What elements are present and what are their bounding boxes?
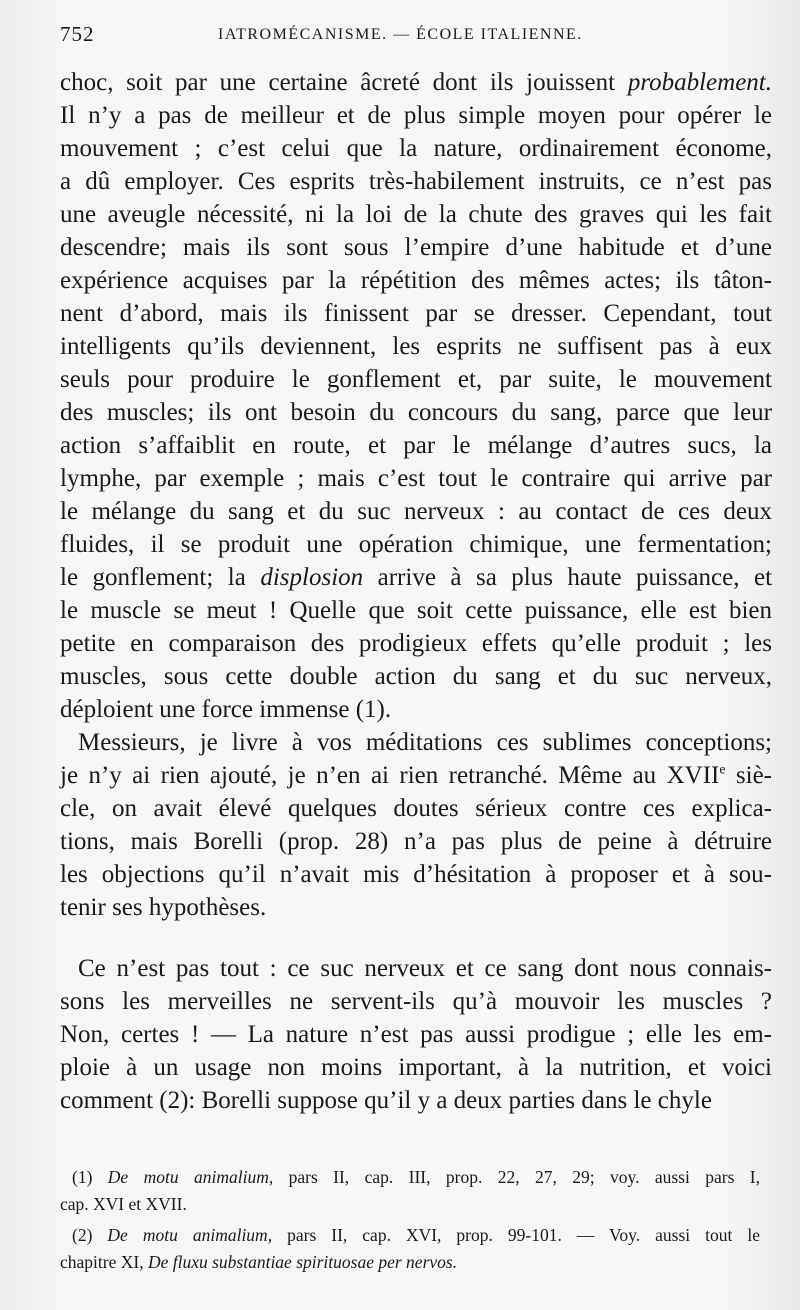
footnote-2: (2) De motu animalium, pars II, cap. XVI, prop. 99-101. — Voy. aussi tout le xyxy=(72,1225,761,1245)
footnote-marker: (2) xyxy=(72,1225,93,1245)
page-header xyxy=(60,20,760,54)
text-line: mouvement ; c’est celui que la nature, ordinairement économe, xyxy=(60,135,772,162)
text-line: les objections qu’il n’avait mis d’hésitation à proposer et à sou- xyxy=(60,861,772,888)
text-line: a dû employer. Ces esprits très-habilement instruits, ce n’est pas xyxy=(60,168,772,195)
footnote-1-continued: cap. XVI et XVII. xyxy=(60,1194,187,1214)
text-line: comment (2): Borelli suppose qu’il y a deux parties dans le chyle xyxy=(60,1087,712,1114)
text-line: une aveugle nécessité, ni la loi de la chute des graves qui les fait xyxy=(60,201,772,228)
footnote-2-continued: chapitre XI, De fluxu substantiae spirituosae per nervos. xyxy=(60,1252,458,1272)
text-line: déploient une force immense (1). xyxy=(60,696,392,723)
footnote-title: De fluxu substantiae spirituosae per nervos. xyxy=(147,1252,458,1272)
text-line: des muscles; ils ont besoin du concours du sang, parce que leur xyxy=(60,399,772,426)
text-line: expérience acquises par la répétition des mêmes actes; ils tâton- xyxy=(60,267,772,294)
text-line: tions, mais Borelli (prop. 28) n’a pas plus de peine à détruire xyxy=(60,828,772,855)
footnotes xyxy=(60,1164,760,1276)
text-line: Ce n’est pas tout : ce suc nerveux et ce sang dont nous connais- xyxy=(78,955,772,982)
text-line: muscles, sous cette double action du sang et du suc nerveux, xyxy=(60,663,772,690)
text-line: nent d’abord, mais ils finissent par se dresser. Cependant, tout xyxy=(60,300,772,327)
text-line: petite en comparaison des prodigieux effets qu’elle produit ; les xyxy=(60,630,772,657)
text-line: intelligents qu’ils deviennent, les esprits ne suffisent pas à eux xyxy=(60,333,772,360)
paragraph xyxy=(60,66,772,726)
italic-word: probablement. xyxy=(627,69,773,96)
text-line: je n’y ai rien ajouté, je n’en ai rien retranché. Même au XVIIe siè- xyxy=(60,761,773,789)
body-text xyxy=(60,66,772,1117)
text-line: le mélange du sang et du suc nerveux : au contact de ces deux xyxy=(60,498,772,525)
footnote-title: De motu animalium, xyxy=(107,1225,273,1245)
century-numeral: XVII xyxy=(666,762,720,789)
text-line: Il n’y a pas de meilleur et de plus simple moyen pour opérer le xyxy=(60,102,772,129)
footnote-1: (1) De motu animalium, pars II, cap. III, prop. 22, 27, 29; voy. aussi pars I, xyxy=(72,1167,760,1187)
text-line: tenir ses hypothèses. xyxy=(60,894,267,921)
text-line: Non, certes ! — La nature n’est pas aussi prodigue ; elle les em- xyxy=(60,1021,772,1048)
paragraph xyxy=(60,726,772,924)
text-line: choc, soit par une certaine âcreté dont ils jouissent probablement. xyxy=(60,69,773,96)
running-head: IATROMÉCANISME. — ÉCOLE ITALIENNE. xyxy=(218,26,583,43)
italic-word: displosion xyxy=(260,564,364,591)
footnote-marker: (1) xyxy=(72,1167,93,1187)
footnote-title: De motu animalium, xyxy=(107,1167,274,1187)
text-line: descendre; mais ils sont sous l’empire d’une habitude et d’une xyxy=(60,234,772,261)
text-line: cle, on avait élevé quelques doutes sérieux contre ces explica- xyxy=(60,795,772,822)
paragraph-gap xyxy=(60,924,772,952)
text-line: lymphe, par exemple ; mais c’est tout le contraire qui arrive par xyxy=(60,465,772,492)
page-number: 752 xyxy=(60,22,95,46)
text-line: le muscle se meut ! Quelle que soit cette puissance, elle est bien xyxy=(60,597,772,624)
text-line: seuls pour produire le gonflement et, par suite, le mouvement xyxy=(60,366,772,393)
text-line: sons les merveilles ne servent-ils qu’à mouvoir les muscles ? xyxy=(60,988,772,1015)
text-line: le gonflement; la displosion arrive à sa plus haute puissance, et xyxy=(60,564,773,591)
text-line: fluides, il se produit une opération chimique, une fermentation; xyxy=(60,531,772,558)
text-line: ploie à un usage non moins important, à la nutrition, et voici xyxy=(60,1054,772,1081)
text-line: action s’affaiblit en route, et par le mélange d’autres sucs, la xyxy=(60,432,772,459)
text-line: Messieurs, je livre à vos méditations ces sublimes conceptions; xyxy=(78,729,772,756)
superscript: e xyxy=(719,761,726,777)
paragraph xyxy=(60,952,772,1117)
